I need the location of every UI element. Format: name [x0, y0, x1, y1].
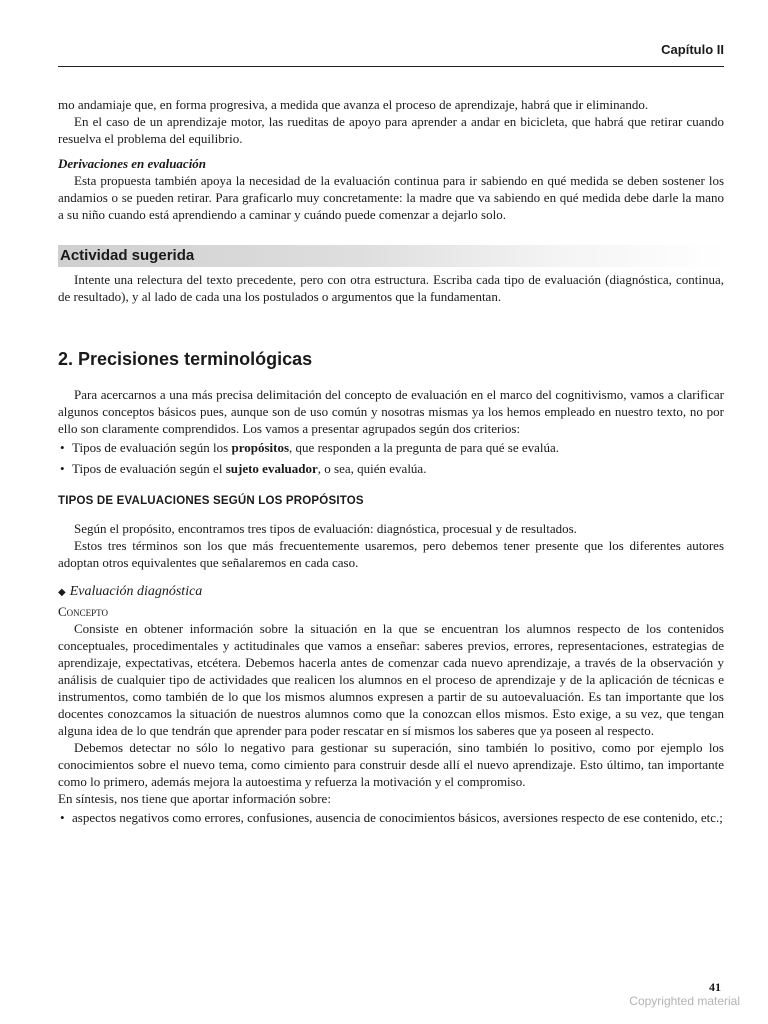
diagnostica-heading: ◆ Evaluación diagnóstica	[58, 584, 203, 599]
sintesis-list	[58, 809, 724, 826]
paragraph-motor-example: En el caso de un aprendizaje motor, las rueditas de apoyo para aprender a andar en bicicleta, que habrá que retirar cuando resuelva el problema del equilibrio.	[58, 114, 724, 146]
actividad-title: Actividad sugerida	[58, 245, 724, 267]
page-body	[58, 96, 724, 830]
page-header	[58, 40, 724, 67]
derivaciones-heading: Derivaciones en evaluación	[58, 156, 207, 171]
chapter-label: Capítulo II	[661, 42, 724, 57]
tipos-paragraph-2: Estos tres términos son los que más frecuentemente usaremos, pero debemos tener presente que los diferentes autores adoptan otros equivalentes que señalaremos en cada caso.	[58, 538, 724, 570]
actividad-text: Intente una relectura del texto precedente, pero con otra estructura. Escriba cada tipo de evaluación (diagnóstica, continua, de resultado), y al lado de cada una los postulados o argumentos que la fundamentan.	[58, 272, 724, 304]
page-number: 41	[709, 980, 721, 994]
diamond-icon: ◆	[58, 587, 66, 598]
section-intro: Para acercarnos a una más precisa delimitación del concepto de evaluación en el marco del cognitivismo, vamos a clarificar algunos conceptos básicos pues, aunque son de uso común y nosotras mismas ya los hemos empleado en nuestro texto, no por ello son claramente comprendidos. Los vamos a presentar agrupados según dos criterios:	[58, 387, 724, 436]
bullet-icon: •	[60, 810, 65, 825]
list-item: • Tipos de evaluación según los propósitos, que responden a la pregunta de para qué se evalúa.	[60, 440, 560, 455]
criteria-list	[58, 439, 724, 477]
section-title: 2. Precisiones terminológicas	[58, 349, 313, 369]
concepto-label: Concepto	[58, 604, 109, 619]
paragraph-continued: mo andamiaje que, en forma progresiva, a medida que avanza el proceso de aprendizaje, habrá que ir eliminando.	[58, 97, 649, 112]
copyright-watermark: Copyrighted material	[629, 994, 740, 1008]
bullet-icon: •	[60, 440, 65, 455]
tipos-paragraph-1: Según el propósito, encontramos tres tipos de evaluación: diagnóstica, procesual y de resultados.	[74, 521, 577, 536]
bullet-icon: •	[60, 461, 65, 476]
diagnostica-paragraph-1: Consiste en obtener información sobre la situación en la que se encuentran los alumnos respecto de los contenidos conceptuales, procedimentales y actitudinales que vamos a enseñar: saberes previos, errores, representaciones, estrategias de aprendizaje, expectativas, etcétera. Debemos hacerla antes de comenzar cada nuevo aprendizaje, a través de la observación y análisis de cualquier tipo de actividades que realicen los alumnos en el proceso de aprendizaje y de la aplicación de técnicas e instrumentos, como también de lo que los mismos alumnos expresen a partir de su autoevaluación. Es tan importante que los docentes conozcamos la situación de nuestros alumnos como que la conozcan ellos mismos. Esto exige, a su vez, que tengan alguna idea de lo que tendrán que aprender para poder rescatar en sí mismos los saberes que ya poseen al respecto.	[58, 621, 724, 738]
diagnostica-paragraph-3: En síntesis, nos tiene que aportar información sobre:	[58, 791, 331, 806]
derivaciones-text: Esta propuesta también apoya la necesidad de la evaluación continua para ir sabiendo en qué medida se deben sostener los andamios o se pueden retirar. Para graficarlo muy concretamente: la madre que va sabiendo en qué medida debe darle la mano a su niño cuando está aprendiendo a caminar y cuándo puede comenzar a dejarlo solo.	[58, 173, 724, 222]
diagnostica-paragraph-2: Debemos detectar no sólo lo negativo para gestionar su superación, sino también lo positivo, como por ejemplo los conocimientos sobre el nuevo tema, como cimiento para construir desde allí el nuevo aprendizaje. Esto último, tan importante como lo primero, además mejora la autoestima y refuerza la motivación y el compromiso.	[58, 740, 724, 789]
list-item: • Tipos de evaluación según el sujeto evaluador, o sea, quién evalúa.	[60, 461, 427, 476]
list-item: • aspectos negativos como errores, confusiones, ausencia de conocimientos básicos, aversiones respecto de ese contenido, etc.;	[60, 810, 723, 825]
tipos-heading: TIPOS DE EVALUACIONES SEGÚN LOS PROPÓSITOS	[58, 495, 364, 507]
